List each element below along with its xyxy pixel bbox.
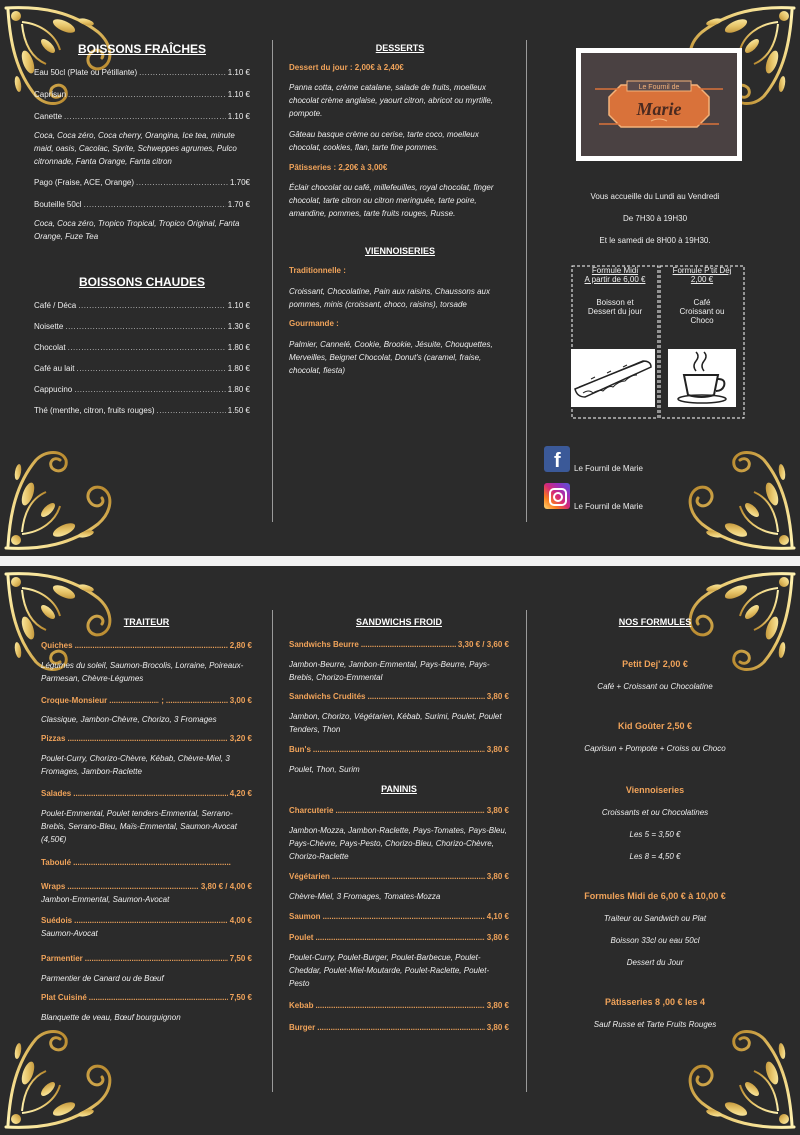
menu-item-suedois: Suédois ..... 4,00 €	[41, 916, 252, 925]
promo-desc: Croissant ou	[679, 307, 725, 316]
patisseries-label: Pâtisseries : 2,20€ à 3,00€	[289, 163, 388, 172]
item-description: Poulet, Thon, Surim	[289, 765, 360, 774]
formule-title: Pâtisseries 8 ,00 € les 4	[604, 997, 706, 1007]
menu-item: Chocolat ..... 1.80 €	[34, 343, 250, 352]
promo-title: Formule P'tit Déj	[672, 266, 732, 275]
column-divider	[272, 40, 273, 522]
menu-item: Eau 50cl (Plate ou Pétillante) ..... 1.10 €	[34, 68, 250, 77]
column-divider	[526, 610, 527, 1092]
item-description: Poulet-Emmental, Poulet tenders-Emmental, Serrano-Brebis, Serrano-Bleu, Maïs-Emmental, Saumon-Avocat (4,50€)	[41, 809, 237, 844]
bakery-logo	[581, 53, 737, 156]
item-description: Parmentier de Canard ou de Bœuf	[41, 974, 164, 983]
gourmande-label: Gourmande :	[289, 319, 339, 328]
menu-item-parmentier: Parmentier ..... 7,50 €	[41, 954, 252, 963]
promo-desc: Café	[693, 298, 711, 307]
corner-ornament-bottom-right	[658, 1023, 798, 1133]
menu-page-inside	[0, 566, 800, 1135]
menu-item-croque-monsieur: Croque-Monsieur ..... ; ..... 3,00 €	[41, 696, 252, 705]
section-title-traiteur: TRAITEUR	[123, 617, 170, 627]
instagram-link[interactable]: Le Fournil de Marie	[574, 502, 643, 511]
menu-item-charcuterie: Charcuterie ..... 3,80 €	[289, 806, 509, 815]
menu-item: Thé (menthe, citron, fruits rouges) ..... 1.50 €	[34, 406, 250, 415]
menu-item-sandwichs-crudites: Sandwichs Crudités ..... 3,80 €	[289, 692, 509, 701]
item-description: Éclair chocolat ou café, millefeuilles, royal chocolat, finger chocolat, tarte citron ou citron meringuée, tarte poire, amandine, pommes, tarte fruits rouges, Russe.	[289, 183, 494, 218]
section-title-viennoiseries: VIENNOISERIES	[364, 246, 436, 256]
desserts-column	[289, 0, 511, 377]
column-divider	[272, 610, 273, 1092]
section-title-boissons-fraiches: BOISSONS FRAÎCHES	[77, 42, 206, 56]
menu-item-vegetarien: Végétarien ..... 3,80 €	[289, 872, 509, 881]
item-description: Palmier, Cannelé, Cookie, Brookie, Jésuite, Chouquettes, Merveilles, Beignet Chocolat, Donut's (caramel, fraise, chocolat, fiesta)	[289, 340, 493, 375]
traiteur-column	[41, 566, 252, 1024]
formule-line: Les 5 = 3,50 €	[629, 830, 681, 839]
formule-line: Boisson 33cl ou eau 50cl	[610, 936, 700, 945]
facebook-link[interactable]: Le Fournil de Marie	[574, 464, 643, 473]
formule-title: Kid Goûter 2,50 €	[617, 721, 693, 731]
item-description: Saumon-Avocat	[41, 929, 98, 938]
menu-item-poulet: Poulet ..... 3,80 €	[289, 933, 509, 942]
formule-title: Viennoiseries	[625, 785, 685, 795]
hours-line: De 7H30 à 19H30	[622, 214, 688, 223]
formule-line: Croissants et ou Chocolatines	[601, 808, 709, 817]
menu-item-wraps: Wraps ..... 3,80 € / 4,00 €	[41, 882, 252, 891]
item-description: Blanquette de veau, Bœuf bourguignon	[41, 1013, 181, 1022]
opening-hours	[550, 192, 760, 245]
item-description: Gâteau basque crème ou cerise, tarte coco, moelleux chocolat, cookies, flan, tarte fine pommes.	[289, 130, 479, 152]
section-title-sandwichs: SANDWICHS FROID	[356, 617, 442, 627]
item-description: Panna cotta, crème catalane, salade de fruits, moelleux chocolat crème anglaise, yaourt citron, abricot ou myrtille, pompote.	[289, 83, 494, 118]
sandwichs-column	[289, 566, 509, 1032]
hours-line: Et le samedi de 8H00 à 19H30.	[599, 236, 711, 245]
column-divider	[526, 40, 527, 522]
coffee-cup-icon	[668, 349, 736, 407]
menu-page-front	[0, 0, 800, 556]
formule-line: Café + Croissant ou Chocolatine	[597, 682, 713, 691]
formule-title: Formules Midi de 6,00 € à 10,00 €	[584, 891, 726, 901]
drinks-column	[34, 0, 250, 415]
item-description: Jambon-Beurre, Jambon-Emmental, Pays-Beurre, Pays-Brebis, Chorizo-Emmental	[289, 660, 490, 682]
menu-item: Bouteille 50cl ..... 1.70 €	[34, 200, 250, 209]
formule-title: Petit Dej' 2,00 €	[622, 659, 688, 669]
section-title-desserts: DESSERTS	[375, 43, 425, 53]
traditionnelle-label: Traditionnelle :	[289, 266, 346, 275]
section-title-paninis: PANINIS	[381, 784, 417, 794]
item-description: Poulet-Curry, Chorizo-Chèvre, Kébab, Chèvre-Miel, 3 Fromages, Jambon-Raclette	[41, 754, 230, 776]
item-description: Poulet-Curry, Poulet-Burger, Poulet-Barbecue, Poulet-Cheddar, Poulet-Miel-Moutarde, Poulet-Raclette, Poulet-Pesto	[289, 953, 490, 988]
item-description: Classique, Jambon-Chèvre, Chorizo, 3 Fromages	[41, 715, 217, 724]
menu-item-quiches: Quiches ..... 2,80 €	[41, 641, 252, 650]
item-description: Coca, Coca zéro, Coca cherry, Orangina, Ice tea, minute maid, oasis, Cacolac, Sprite, Schweppes agrumes, Pulco citronnade, Fanta Orange, Fanta citron	[34, 131, 237, 166]
menu-item: Café / Déca ..... 1.10 €	[34, 301, 250, 310]
menu-item-buns: Bun's ..... 3,80 €	[289, 745, 509, 754]
menu-item: Café au lait ..... 1.80 €	[34, 364, 250, 373]
logo-background	[581, 53, 737, 156]
menu-item-pizzas: Pizzas ..... 3,20 €	[41, 734, 252, 743]
formule-line: Caprisun + Pompote + Croiss ou Choco	[584, 744, 726, 753]
item-description: Croissant, Chocolatine, Pain aux raisins, Chaussons aux pommes, minis (croissant, choco, raisins), torsade	[289, 287, 490, 309]
promo-desc: Choco	[690, 316, 714, 325]
logo-name: Marie	[636, 99, 682, 119]
facebook-icon[interactable]: f	[544, 446, 570, 472]
menu-item: Canette ..... 1.10 €	[34, 112, 250, 121]
formules-column	[555, 566, 755, 1031]
menu-item-sandwichs-beurre: Sandwichs Beurre ..... 3,30 € / 3,60 €	[289, 640, 509, 649]
corner-ornament-bottom-right	[658, 444, 798, 554]
menu-item-kebab: Kebab ..... 3,80 €	[289, 1001, 509, 1010]
promo-formule-midi	[574, 266, 656, 316]
sandwich-icon	[571, 349, 655, 407]
promo-title: Formule Midi	[591, 266, 639, 275]
item-description: Jambon-Emmental, Saumon-Avocat	[41, 895, 170, 904]
menu-item: Caprisun ..... 1.10 €	[34, 90, 250, 99]
logo-small-text: Le Fournil de	[638, 84, 680, 91]
dessert-du-jour-label: Dessert du jour : 2,00€ à 2,40€	[289, 63, 404, 72]
item-description: Légumes du soleil, Saumon-Brocolis, Lorraine, Poireaux-Parmesan, Chèvre-Légumes	[41, 661, 244, 683]
promo-desc: Dessert du jour	[587, 307, 643, 316]
promo-price: A partir de 6,00 €	[584, 275, 646, 284]
menu-item-plat-cuisine: Plat Cuisiné ..... 7,50 €	[41, 993, 252, 1002]
formule-line: Sauf Russe et Tarte Fruits Rouges	[593, 1020, 717, 1029]
hours-line: Vous accueille du Lundi au Vendredi	[590, 192, 720, 201]
promo-desc: Boisson et	[596, 298, 634, 307]
item-description: Jambon, Chorizo, Végétarien, Kébab, Surimi, Poulet, Poulet Tenders, Thon	[289, 712, 502, 734]
section-title-boissons-chaudes: BOISSONS CHAUDES	[78, 275, 206, 289]
section-title-formules: NOS FORMULES	[618, 617, 692, 627]
menu-item: Pago (Fraise, ACE, Orange) ..... 1.70€	[34, 178, 250, 187]
corner-ornament-bottom-left	[2, 444, 142, 554]
menu-item: Noisette ..... 1.30 €	[34, 322, 250, 331]
item-description: Coca, Coca zéro, Tropico Tropical, Tropico Original, Fanta Orange, Fuze Tea	[34, 219, 240, 241]
menu-item-burger: Burger ..... 3,80 €	[289, 1023, 509, 1032]
promo-price: 2,00 €	[690, 275, 714, 284]
menu-item: Cappucino ..... 1.80 €	[34, 385, 250, 394]
item-description: Chèvre-Miel, 3 Fromages, Tomates-Mozza	[289, 892, 441, 901]
item-description: Jambon-Mozza, Jambon-Raclette, Pays-Tomates, Pays-Bleu, Pays-Chèvre, Pays-Pesto, Chorizo-Bleu, Chorizo-Chèvre, Chorizo-Raclette	[289, 826, 508, 861]
promo-formule-ptit-dej	[662, 266, 742, 325]
page-separator	[0, 556, 800, 566]
logo-frame	[576, 48, 742, 161]
menu-item-salades: Salades ..... 4,20 €	[41, 789, 252, 798]
corner-ornament-bottom-left	[2, 1023, 142, 1133]
formule-line: Les 8 = 4,50 €	[629, 852, 681, 861]
formule-line: Dessert du Jour	[626, 958, 684, 967]
menu-item-taboule: Taboulé .....	[41, 858, 233, 867]
formule-line: Traiteur ou Sandwich ou Plat	[603, 914, 707, 923]
instagram-icon[interactable]	[544, 483, 570, 509]
menu-item-saumon: Saumon ..... 4,10 €	[289, 912, 509, 921]
